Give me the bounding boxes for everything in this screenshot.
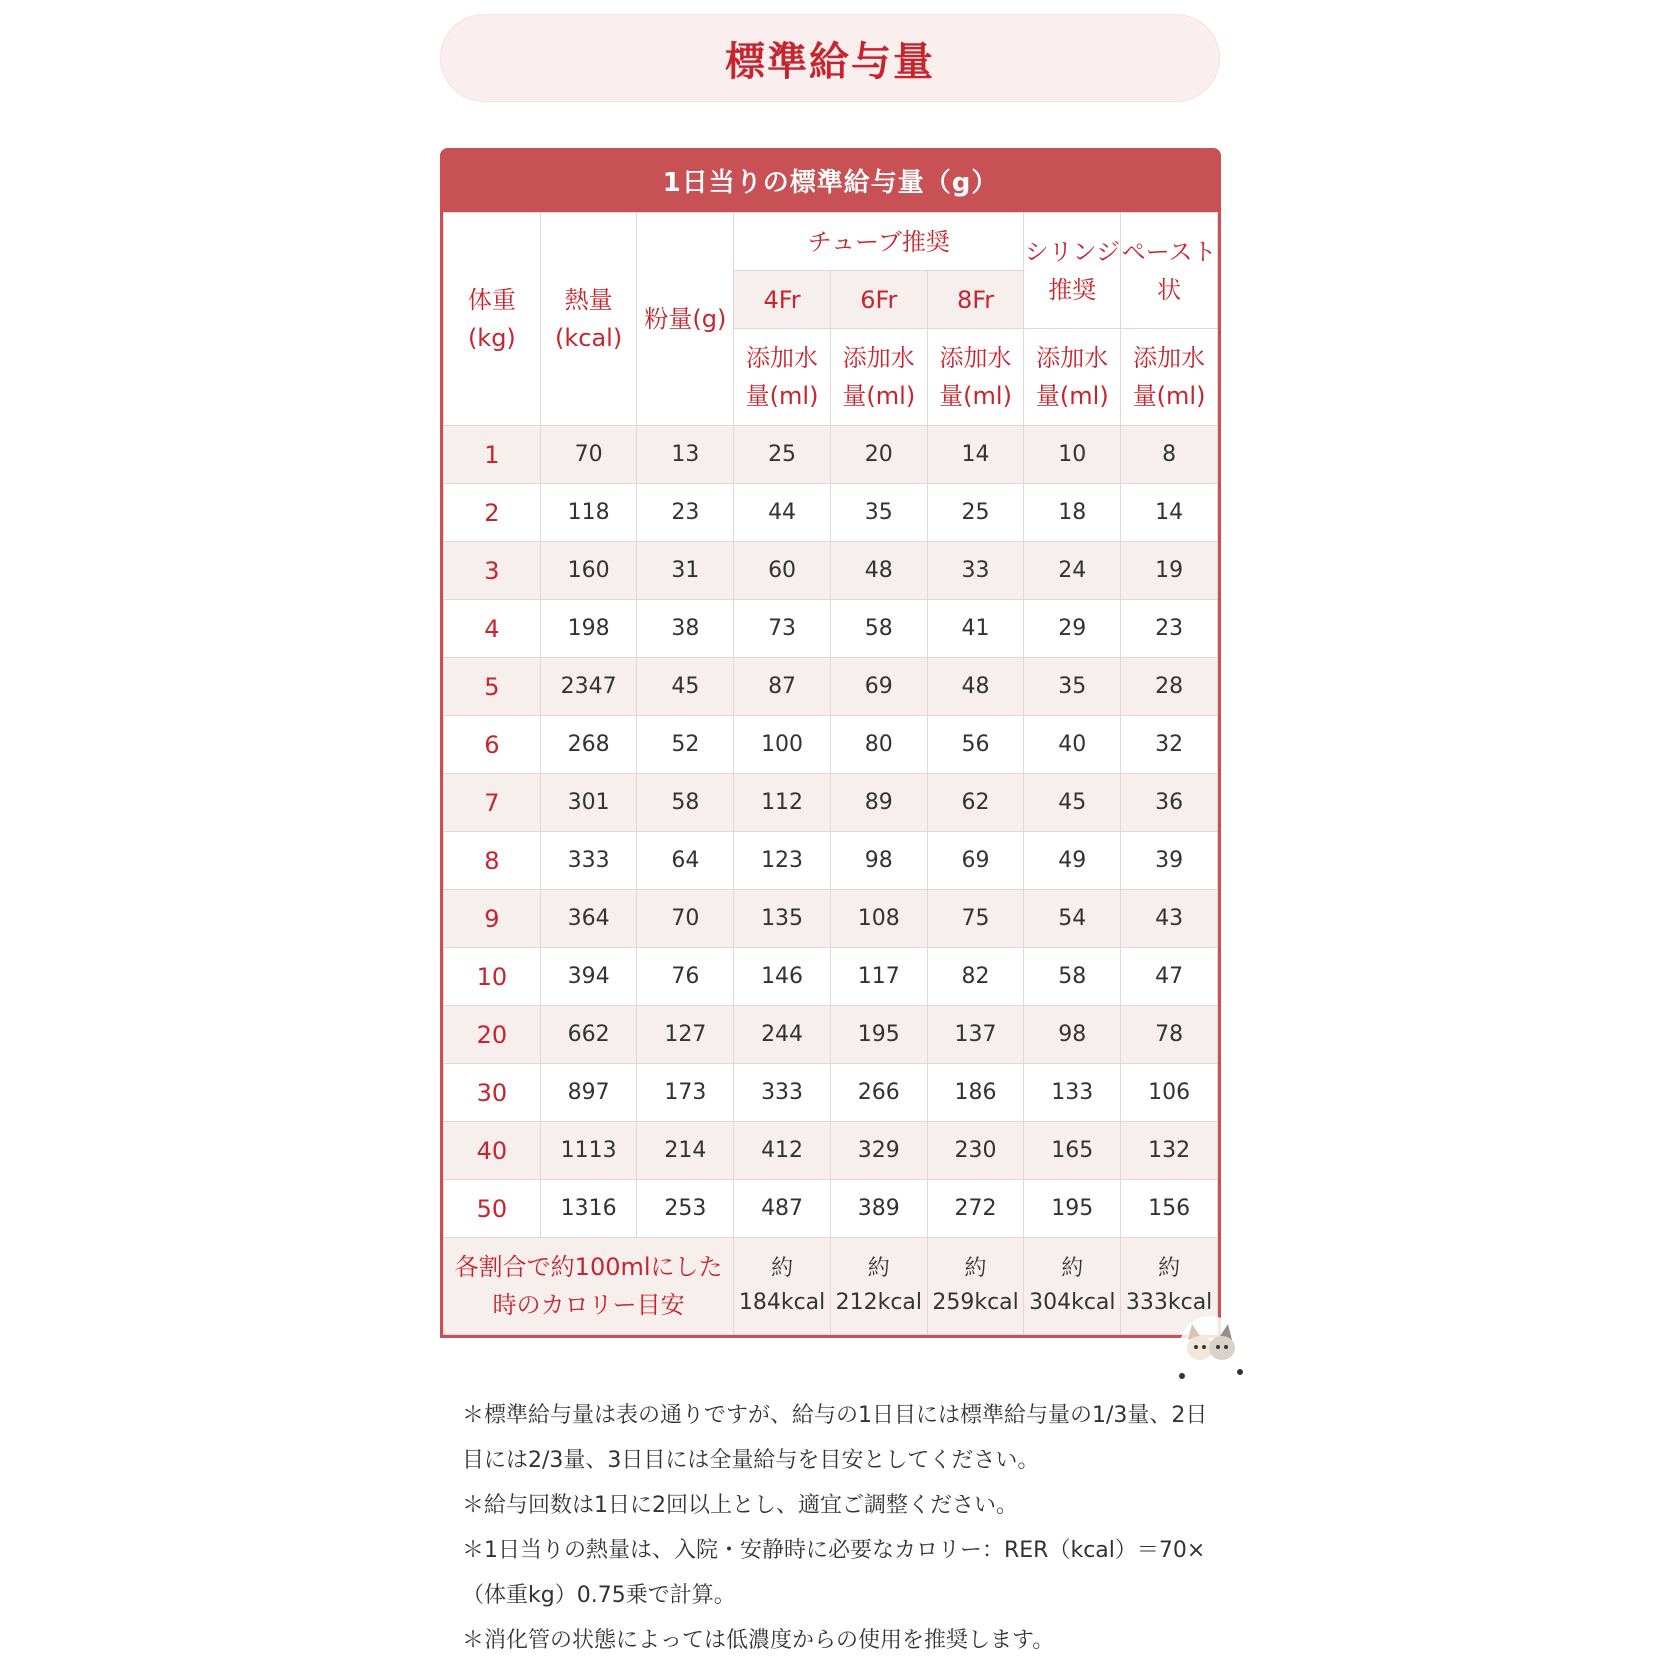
cell-fr4: 100 (734, 716, 831, 774)
table-row (444, 1006, 1218, 1064)
header-powder: 粉量(g) (637, 213, 734, 426)
table-row (444, 426, 1218, 484)
cell-fr4: 487 (734, 1180, 831, 1238)
cell-paste: 78 (1121, 1006, 1218, 1064)
cell-fr8: 33 (927, 542, 1024, 600)
footer-kcal-6fr: 約212kcal (830, 1238, 927, 1335)
cell-fr8: 41 (927, 600, 1024, 658)
cell-fr4: 25 (734, 426, 831, 484)
cell-paste: 132 (1121, 1122, 1218, 1180)
title-banner (440, 14, 1220, 102)
table-row (444, 600, 1218, 658)
cell-fr8: 186 (927, 1064, 1024, 1122)
cell-fr8: 82 (927, 948, 1024, 1006)
cell-fr6: 389 (830, 1180, 927, 1238)
cell-fr4: 244 (734, 1006, 831, 1064)
cell-fr4: 87 (734, 658, 831, 716)
header-tube-4fr: 4Fr (734, 271, 831, 329)
cell-syringe: 29 (1024, 600, 1121, 658)
cell-kcal: 160 (540, 542, 637, 600)
cell-fr8: 230 (927, 1122, 1024, 1180)
note-item: ＊標準給与量は表の通りですが、給与の1日目には標準給与量の1/3量、2日目には2/3量、3日目には全量給与を目安としてください。 (462, 1403, 1208, 1473)
table-row (444, 716, 1218, 774)
cell-syringe: 45 (1024, 774, 1121, 832)
table-row (444, 890, 1218, 948)
cell-weight: 7 (444, 774, 541, 832)
cell-kcal: 1316 (540, 1180, 637, 1238)
cell-fr8: 48 (927, 658, 1024, 716)
cell-powder: 253 (637, 1180, 734, 1238)
header-syringe: シリンジ推奨 (1024, 213, 1121, 329)
cell-fr8: 75 (927, 890, 1024, 948)
cell-fr6: 117 (830, 948, 927, 1006)
note-item: ＊給与回数は1日に2回以上とし、適宜ご調整ください。 (462, 1493, 1018, 1518)
cell-weight: 6 (444, 716, 541, 774)
table-row (444, 542, 1218, 600)
cell-fr8: 62 (927, 774, 1024, 832)
cell-syringe: 98 (1024, 1006, 1121, 1064)
cell-syringe: 18 (1024, 484, 1121, 542)
note-item: ＊消化管の状態によっては低濃度からの使用を推奨します。 (462, 1628, 1055, 1653)
cell-fr8: 25 (927, 484, 1024, 542)
cell-kcal: 333 (540, 832, 637, 890)
cell-fr6: 266 (830, 1064, 927, 1122)
cell-kcal: 394 (540, 948, 637, 1006)
cell-fr4: 73 (734, 600, 831, 658)
cell-syringe: 10 (1024, 426, 1121, 484)
header-tube-8fr: 8Fr (927, 271, 1024, 329)
cell-weight: 50 (444, 1180, 541, 1238)
cell-syringe: 35 (1024, 658, 1121, 716)
cell-kcal: 2347 (540, 658, 637, 716)
header-water-syringe: 添加水量(ml) (1024, 329, 1121, 426)
cell-powder: 76 (637, 948, 734, 1006)
cell-fr6: 20 (830, 426, 927, 484)
cell-paste: 43 (1121, 890, 1218, 948)
header-tube-group: チューブ推奨 (734, 213, 1024, 271)
cell-fr6: 35 (830, 484, 927, 542)
cell-paste: 156 (1121, 1180, 1218, 1238)
cell-syringe: 54 (1024, 890, 1121, 948)
table-row (444, 484, 1218, 542)
footer-kcal-4fr: 約184kcal (734, 1238, 831, 1335)
cell-weight: 1 (444, 426, 541, 484)
footer-label: 各割合で約100mlにした時のカロリー目安 (444, 1238, 734, 1335)
cell-powder: 23 (637, 484, 734, 542)
header-weight: 体重(kg) (444, 213, 541, 426)
cell-fr4: 123 (734, 832, 831, 890)
cell-fr6: 80 (830, 716, 927, 774)
cell-syringe: 195 (1024, 1180, 1121, 1238)
cell-fr8: 69 (927, 832, 1024, 890)
cell-powder: 31 (637, 542, 734, 600)
cell-paste: 19 (1121, 542, 1218, 600)
table-row (444, 1122, 1218, 1180)
cell-kcal: 301 (540, 774, 637, 832)
cat-mascot-icon (1170, 1310, 1250, 1390)
cell-kcal: 268 (540, 716, 637, 774)
cell-paste: 39 (1121, 832, 1218, 890)
header-tube-6fr: 6Fr (830, 271, 927, 329)
cell-fr4: 412 (734, 1122, 831, 1180)
cell-kcal: 118 (540, 484, 637, 542)
cell-fr8: 272 (927, 1180, 1024, 1238)
cell-weight: 9 (444, 890, 541, 948)
cell-fr6: 195 (830, 1006, 927, 1064)
cell-paste: 106 (1121, 1064, 1218, 1122)
table-row (444, 774, 1218, 832)
feeding-table-container (440, 148, 1221, 1338)
cell-kcal: 364 (540, 890, 637, 948)
cell-syringe: 40 (1024, 716, 1121, 774)
cell-fr8: 56 (927, 716, 1024, 774)
cell-fr4: 112 (734, 774, 831, 832)
cell-weight: 5 (444, 658, 541, 716)
header-calories: 熱量(kcal) (540, 213, 637, 426)
cell-fr6: 329 (830, 1122, 927, 1180)
note-item: ＊1日当りの熱量は、入院・安静時に必要なカロリー：RER（kcal）＝70×（体重kg）0.75乗で計算。 (462, 1538, 1206, 1608)
cell-powder: 45 (637, 658, 734, 716)
cell-paste: 28 (1121, 658, 1218, 716)
cell-syringe: 165 (1024, 1122, 1121, 1180)
header-water-4fr: 添加水量(ml) (734, 329, 831, 426)
cell-weight: 4 (444, 600, 541, 658)
header-water-6fr: 添加水量(ml) (830, 329, 927, 426)
cell-fr6: 58 (830, 600, 927, 658)
cell-paste: 36 (1121, 774, 1218, 832)
cell-powder: 70 (637, 890, 734, 948)
cell-powder: 127 (637, 1006, 734, 1064)
cell-kcal: 198 (540, 600, 637, 658)
page-title: 標準給与量 (725, 38, 935, 85)
cell-syringe: 133 (1024, 1064, 1121, 1122)
cell-paste: 23 (1121, 600, 1218, 658)
cell-weight: 3 (444, 542, 541, 600)
cell-fr4: 333 (734, 1064, 831, 1122)
cell-syringe: 49 (1024, 832, 1121, 890)
cell-powder: 58 (637, 774, 734, 832)
cell-weight: 30 (444, 1064, 541, 1122)
cell-fr4: 146 (734, 948, 831, 1006)
cell-weight: 40 (444, 1122, 541, 1180)
cell-fr8: 137 (927, 1006, 1024, 1064)
cell-paste: 32 (1121, 716, 1218, 774)
cell-kcal: 70 (540, 426, 637, 484)
footer-kcal-syringe: 約304kcal (1024, 1238, 1121, 1335)
cell-powder: 52 (637, 716, 734, 774)
cell-weight: 8 (444, 832, 541, 890)
footer-kcal-8fr: 約259kcal (927, 1238, 1024, 1335)
cell-fr4: 60 (734, 542, 831, 600)
cell-fr6: 98 (830, 832, 927, 890)
table-row (444, 1064, 1218, 1122)
footer-kcal-paste: 約333kcal (1121, 1238, 1218, 1335)
table-row (444, 832, 1218, 890)
cell-fr4: 135 (734, 890, 831, 948)
cell-kcal: 662 (540, 1006, 637, 1064)
cell-powder: 64 (637, 832, 734, 890)
cell-weight: 10 (444, 948, 541, 1006)
feeding-table (443, 212, 1218, 1335)
cell-powder: 13 (637, 426, 734, 484)
cell-powder: 214 (637, 1122, 734, 1180)
cell-fr8: 14 (927, 426, 1024, 484)
cell-fr6: 48 (830, 542, 927, 600)
cell-paste: 14 (1121, 484, 1218, 542)
cell-kcal: 897 (540, 1064, 637, 1122)
cell-fr6: 108 (830, 890, 927, 948)
cell-powder: 173 (637, 1064, 734, 1122)
cell-weight: 20 (444, 1006, 541, 1064)
cell-fr6: 89 (830, 774, 927, 832)
table-row (444, 948, 1218, 1006)
cell-syringe: 58 (1024, 948, 1121, 1006)
cell-fr4: 44 (734, 484, 831, 542)
header-water-paste: 添加水量(ml) (1121, 329, 1218, 426)
cell-paste: 47 (1121, 948, 1218, 1006)
table-row (444, 658, 1218, 716)
table-row (444, 1180, 1218, 1238)
cell-syringe: 24 (1024, 542, 1121, 600)
cell-kcal: 1113 (540, 1122, 637, 1180)
table-caption: 1日当りの標準給与量（g） (440, 148, 1221, 212)
cell-weight: 2 (444, 484, 541, 542)
header-paste: ペースト状 (1121, 213, 1218, 329)
cell-fr6: 69 (830, 658, 927, 716)
notes (462, 1393, 1222, 1660)
cell-powder: 38 (637, 600, 734, 658)
cell-paste: 8 (1121, 426, 1218, 484)
header-water-8fr: 添加水量(ml) (927, 329, 1024, 426)
table-body (444, 426, 1218, 1238)
